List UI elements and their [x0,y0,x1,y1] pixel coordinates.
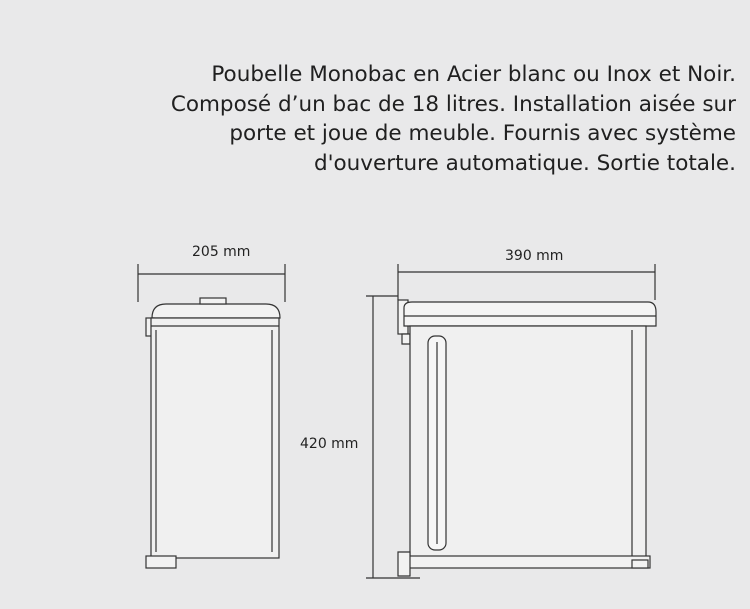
side-slide-rail [404,556,650,568]
front-lid-handle [200,298,226,304]
front-foot [146,556,176,568]
height-dimension-label: 420 mm [300,436,359,452]
description-line-3: porte et joue de meuble. Fournis avec système [229,121,736,146]
front-body [151,318,279,558]
depth-dimension-label: 390 mm [505,248,564,264]
side-bracket-clip [402,334,410,344]
front-view-bin [138,264,285,568]
front-lid [152,304,280,318]
width-dimension-label: 205 mm [192,244,251,260]
side-rear-foot [632,560,648,568]
side-view-bin [366,264,656,578]
description-line-1: Poubelle Monobac en Acier blanc ou Inox et Noir. [211,62,736,87]
side-lid [404,302,656,326]
description-line-2: Composé d’un bac de 18 litres. Installation aisée sur [170,91,736,117]
side-lower-bracket [398,552,410,576]
description-line-4: d'ouverture automatique. Sortie totale. [313,150,736,176]
